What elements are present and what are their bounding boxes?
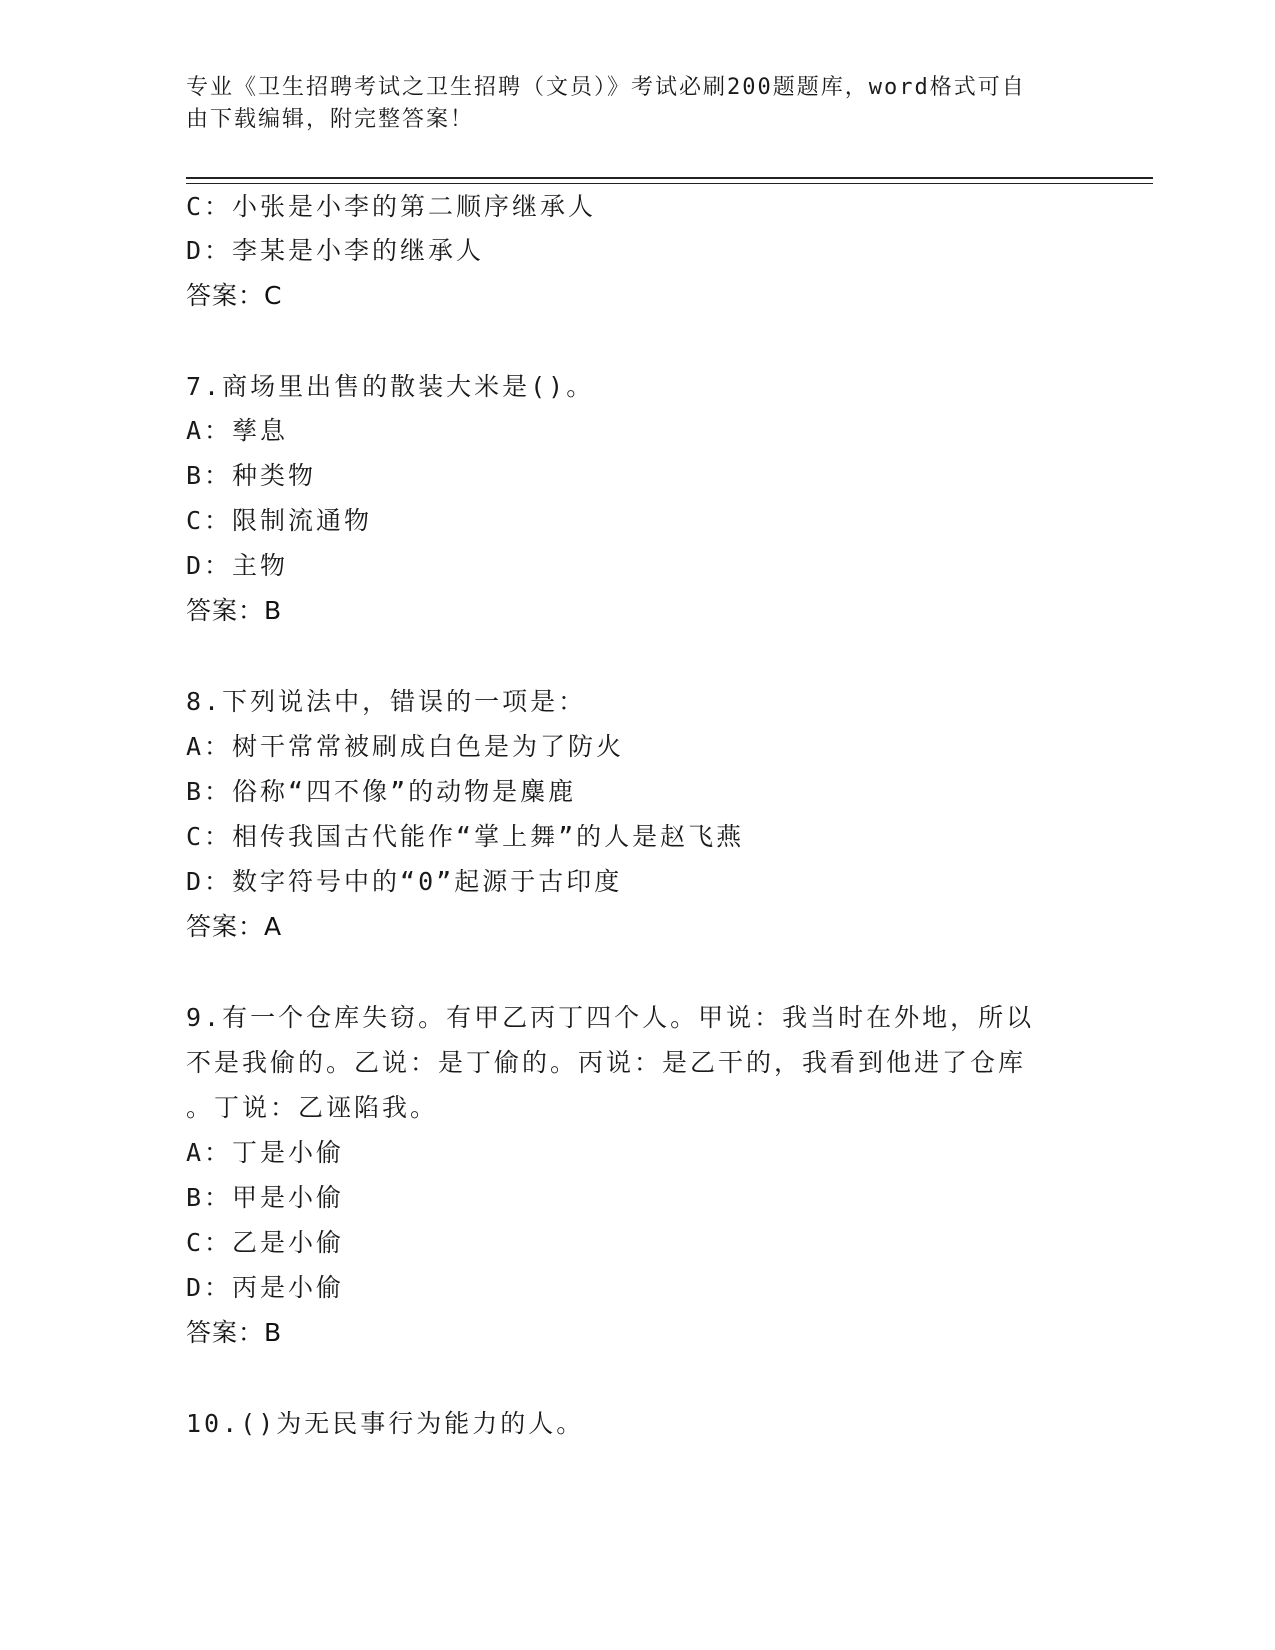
q8-option-d: D：数字符号中的“0”起源于古印度 [186, 867, 623, 896]
q9-option-a: A：丁是小偷 [186, 1138, 345, 1167]
q8-option-c: C：相传我国古代能作“掌上舞”的人是赵飞燕 [186, 822, 745, 851]
q9-option-d: D：丙是小偷 [186, 1273, 345, 1302]
q9-option-b: B：甲是小偷 [186, 1183, 345, 1212]
header-divider-thin [186, 183, 1153, 184]
q6-option-c: C：小张是小李的第二顺序继承人 [186, 192, 597, 221]
document-header [186, 72, 1066, 136]
header-line-2: 由下载编辑，附完整答案！ [186, 107, 475, 132]
q7-option-b: B：种类物 [186, 461, 317, 490]
q8-answer: 答案：A [186, 912, 283, 941]
q9-stem-line-3: 。丁说：乙诬陷我。 [186, 1093, 439, 1122]
q7-option-c: C：限制流通物 [186, 506, 373, 535]
q9-option-c: C：乙是小偷 [186, 1228, 345, 1257]
q8-option-b: B：俗称“四不像”的动物是麋鹿 [186, 777, 577, 806]
q7-option-d: D：主物 [186, 551, 289, 580]
q9-answer: 答案：B [186, 1318, 283, 1347]
q9-stem-line-1: 9.有一个仓库失窃。有甲乙丙丁四个人。甲说：我当时在外地，所以 [186, 1003, 1035, 1032]
header-divider-thick [186, 177, 1153, 179]
q8-option-a: A：树干常常被刷成白色是为了防火 [186, 732, 625, 761]
q10-stem: 10.()为无民事行为能力的人。 [186, 1409, 585, 1438]
q9-stem-line-2: 不是我偷的。乙说：是丁偷的。丙说：是乙干的，我看到他进了仓库 [186, 1048, 1027, 1077]
q7-stem: 7.商场里出售的散装大米是()。 [186, 372, 595, 401]
q8-stem: 8.下列说法中，错误的一项是： [186, 687, 587, 716]
header-line-1: 专业《卫生招聘考试之卫生招聘（文员）》考试必刷200题题库，word格式可自 [186, 75, 1026, 100]
q7-answer: 答案：B [186, 596, 283, 625]
q6-option-d: D：李某是小李的继承人 [186, 236, 485, 265]
q6-answer: 答案：C [186, 281, 283, 310]
q7-option-a: A：孳息 [186, 416, 289, 445]
